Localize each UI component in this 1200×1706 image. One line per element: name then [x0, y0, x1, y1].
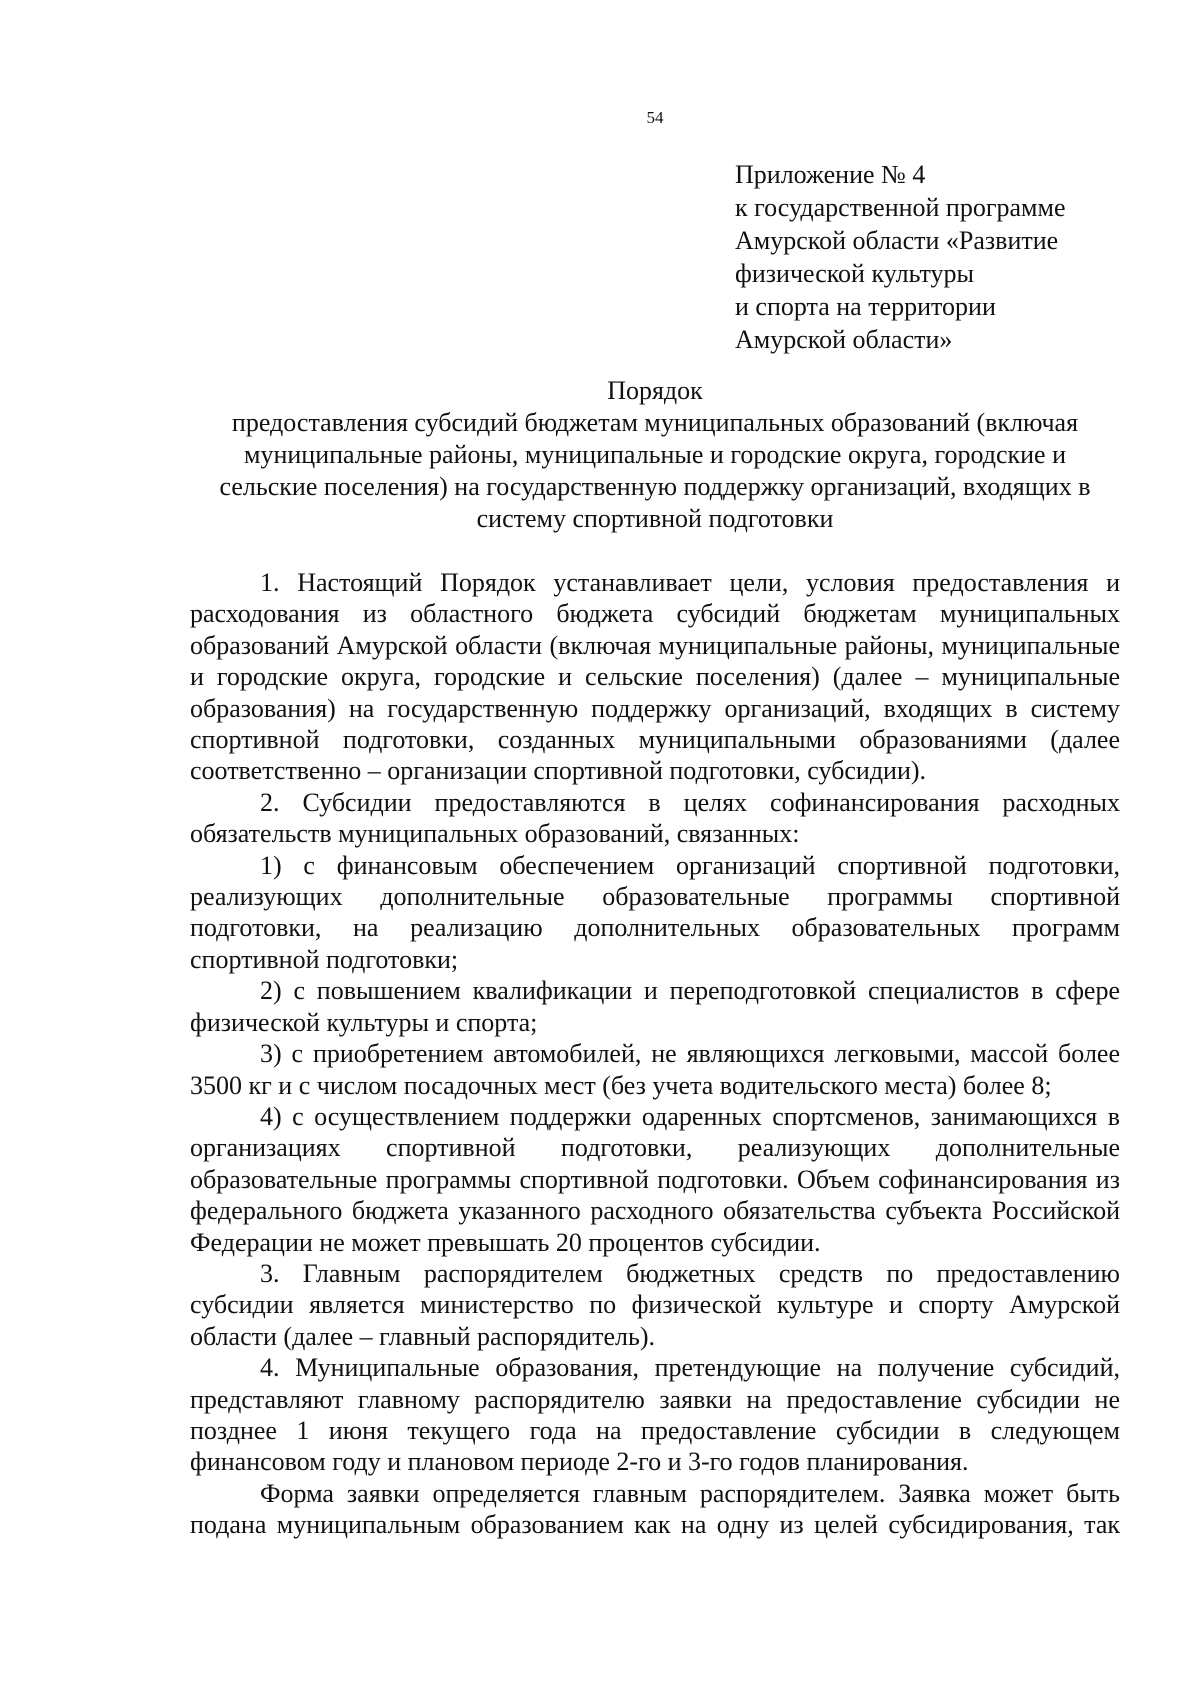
paragraph: 3) с приобретением автомобилей, не являющихся легковыми, массой более 3500 кг и с числом посадочных мест (без учета водительского места) более 8;	[190, 1039, 1120, 1100]
appendix-line: к государственной программе	[735, 193, 1066, 222]
paragraph: 4. Муниципальные образования, претендующие на получение субсидий, представляют главному распорядителю заявки на предоставление субсидии не позднее 1 июня текущего года на предоставление субсидии в следующем финансовом году и плановом периоде 2-го и 3-го годов планирования.	[190, 1353, 1120, 1477]
appendix-line: Приложение № 4	[735, 160, 926, 189]
document-title	[190, 375, 1120, 535]
paragraph: 3. Главным распорядителем бюджетных средств по предоставлению субсидии является министерство по физической культуре и спорту Амурской области (далее – главный распорядитель).	[190, 1258, 1120, 1351]
document-body	[190, 567, 1120, 1541]
title-line: предоставления субсидий бюджетам муниципальных образований (включая	[231, 408, 1079, 437]
paragraph: 2. Субсидии предоставляются в целях софинансирования расходных обязательств муниципальных образований, связанных:	[190, 787, 1120, 849]
paragraph: Форма заявки определяется главным распорядителем. Заявка может быть подана муниципальным образованием как на одну из целей субсидирования, так	[190, 1478, 1120, 1540]
appendix-line: Амурской области «Развитие	[735, 226, 1059, 255]
appendix-line: и спорта на территории	[735, 292, 996, 321]
paragraph: 4) с осуществлением поддержки одаренных спортсменов, занимающихся в организациях спортивной подготовки, реализующих дополнительные образовательные программы спортивной подготовки. Объем софинансирования из федерального бюджета указанного расходного обязательства субъекта Российской Федерации не может превышать 20 процентов субсидии.	[190, 1101, 1120, 1257]
appendix-line: физической культуры	[735, 259, 974, 288]
appendix-line: Амурской области»	[735, 325, 953, 354]
paragraph: 1. Настоящий Порядок устанавливает цели, условия предоставления и расходования из областного бюджета субсидий бюджетам муниципальных образований Амурской области (включая муниципальные районы, муниципальные и городские округа, городские и сельские поселения) (далее – муниципальные образования) на государственную поддержку организаций, входящих в систему спортивной подготовки, созданных муниципальными образованиями (далее соответственно – организации спортивной подготовки, субсидии).	[190, 568, 1120, 786]
appendix-header	[735, 158, 1155, 356]
title-heading: Порядок	[607, 376, 703, 405]
title-line: систему спортивной подготовки	[476, 504, 834, 533]
paragraph: 1) с финансовым обеспечением организаций спортивной подготовки, реализующих дополнительные образовательные программы спортивной подготовки, на реализацию дополнительных образовательных программ спортивной подготовки;	[190, 850, 1120, 974]
title-line: сельские поселения) на государственную поддержку организаций, входящих в	[219, 472, 1091, 501]
paragraph: 2) с повышением квалификации и переподготовкой специалистов в сфере физической культуры и спорта;	[190, 976, 1120, 1037]
title-line: муниципальные районы, муниципальные и городские округа, городские и	[244, 440, 1066, 469]
page-number: 54	[646, 108, 664, 127]
